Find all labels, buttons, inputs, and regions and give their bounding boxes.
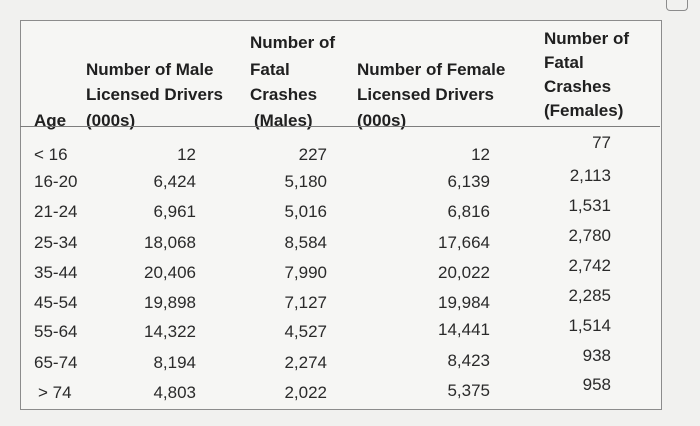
table-cell-male-drivers: 6,424 [153,172,196,191]
table-cell-male-crashes: 227 [298,145,327,164]
table-cell-age: 35-44 [34,263,78,282]
header-male-crashes-line2: Fatal [250,60,290,79]
table-cell-age: 45-54 [34,293,78,312]
table-cell-male-drivers: 19,898 [144,293,196,312]
table-cell-female-drivers: 6,816 [447,202,490,221]
table-cell-female-drivers: 6,139 [447,172,490,191]
table-cell-male-crashes: 7,127 [284,293,327,312]
header-female-drivers-line1: Number of Female [357,60,506,79]
table-cell-age: 55-64 [34,322,78,341]
table-cell-female-crashes: 2,742 [568,256,611,275]
table-cell-age: 16-20 [34,172,78,191]
table-cell-male-drivers: 8,194 [153,353,196,372]
header-female-drivers-line3: (000s) [357,111,407,130]
table-cell-male-drivers: 12 [177,145,196,164]
table-cell-male-drivers: 14,322 [144,322,196,341]
table-cell-age: > 74 [38,383,72,402]
table-cell-female-drivers: 14,441 [438,320,490,339]
table-cell-female-crashes: 958 [582,375,611,394]
table-cell-female-drivers: 5,375 [447,381,490,400]
table-cell-male-drivers: 18,068 [144,233,196,252]
header-male-crashes-line1: Number of [250,33,335,52]
table-cell-female-crashes: 2,113 [569,166,611,185]
header-male-drivers-line1: Number of Male [86,60,214,79]
header-male-crashes-line3: Crashes [250,85,318,104]
header-male-crashes-line4: (Males) [254,111,313,130]
header-male-drivers-line3: (000s) [86,111,136,130]
table-cell-male-crashes: 5,016 [284,202,327,221]
table-cell-female-crashes: 2,285 [568,286,611,305]
table-cell-female-drivers: 17,664 [438,233,490,252]
table-cell-female-crashes: 1,514 [568,316,611,335]
header-female-crashes-line1: Number of [544,29,629,48]
header-age: Age [34,111,67,130]
table-cell-female-crashes: 2,780 [568,226,611,245]
table-cell-male-drivers: 20,406 [144,263,196,282]
table-cell-male-drivers: 6,961 [153,202,196,221]
table-cell-female-drivers: 12 [471,145,490,164]
table-cell-age: 65-74 [34,353,78,372]
table-cell-male-drivers: 4,803 [153,383,196,402]
table-cell-female-drivers: 19,984 [438,293,490,312]
table-cell-male-crashes: 5,180 [284,172,327,191]
header-male-drivers-line2: Licensed Drivers [86,85,224,104]
header-divider [20,126,660,127]
header-female-crashes-line2: Fatal [544,53,584,72]
window-corner [666,0,688,11]
table-cell-male-crashes: 7,990 [284,263,327,282]
table-cell-age: 25-34 [34,233,78,252]
table-cell-female-drivers: 8,423 [447,351,490,370]
table-cell-female-drivers: 20,022 [438,263,490,282]
table-cell-female-crashes: 1,531 [568,196,611,215]
table-cell-male-crashes: 4,527 [284,322,327,341]
table-cell-age: < 16 [34,145,68,164]
header-female-crashes-line4: (Females) [544,101,624,120]
table-cell-age: 21-24 [34,202,78,221]
table-cell-male-crashes: 2,022 [284,383,327,402]
header-female-drivers-line2: Licensed Drivers [357,85,495,104]
table-cell-male-crashes: 8,584 [284,233,327,252]
table-cell-female-crashes: 938 [582,346,611,365]
table-cell-female-crashes: 77 [592,133,611,152]
table-cell-male-crashes: 2,274 [284,353,327,372]
header-female-crashes-line3: Crashes [544,77,612,96]
